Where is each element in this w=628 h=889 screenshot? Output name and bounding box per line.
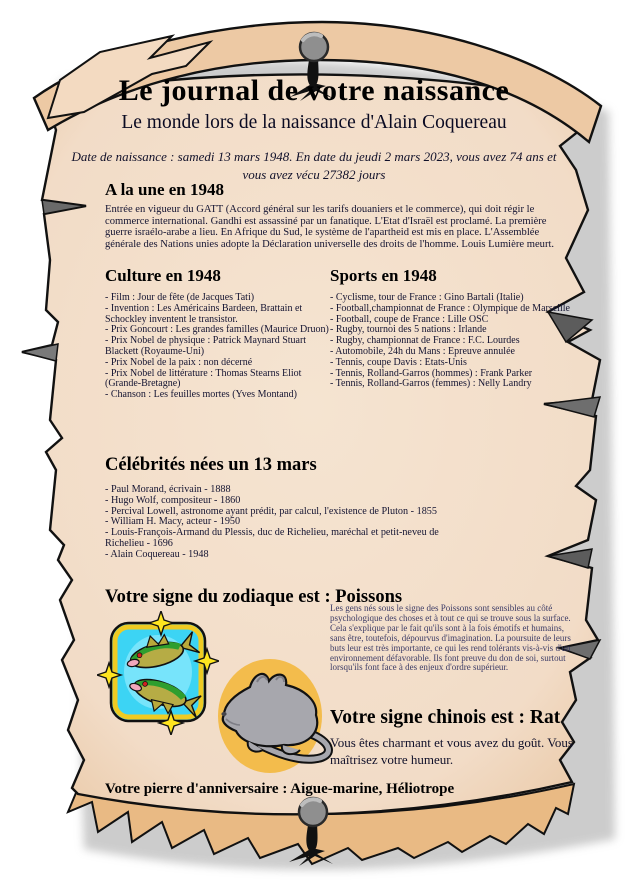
- list-item: - Rugby, tournoi des 5 nations : Irlande: [330, 324, 487, 336]
- celebrities-heading: Célébrités nées un 13 mars: [105, 455, 317, 475]
- list-item: - William H. Macy, acteur - 1950: [105, 516, 241, 528]
- list-item: - Prix Nobel de littérature : Thomas Stearns Eliot (Grande-Bretagne): [105, 367, 302, 390]
- page-subtitle: Le monde lors de la naissance d'Alain Coquereau: [121, 112, 507, 133]
- list-item: - Football, coupe de France : Lille OSC: [330, 313, 489, 325]
- birthdate-summary: Date de naissance : samedi 13 mars 1948. En date du jeudi 2 mars 2023, vous avez 74 ans et vous avez vécu 27382 jours: [71, 149, 557, 182]
- sports-list: [330, 293, 571, 390]
- celebrities-list: [105, 485, 443, 561]
- list-item: - Prix Nobel de la paix : non décerné: [105, 356, 253, 368]
- list-item: - Football,championnat de France : Olympique de Marseille: [330, 302, 570, 314]
- list-item: - Prix Nobel de physique : Patrick Maynard Stuart Blackett (Royaume-Uni): [105, 335, 307, 357]
- section-headline: [105, 180, 570, 250]
- list-item: - Chanson : Les feuilles mortes (Yves Montand): [105, 389, 298, 401]
- list-item: - Percival Lowell, astronome ayant prédit, par calcul, l'existence de Pluton - 1855: [105, 505, 437, 517]
- list-item: - Tennis, coupe Davis : Etats-Unis: [330, 356, 467, 368]
- list-item: - Cyclisme, tour de France : Gino Bartali (Italie): [330, 292, 524, 303]
- list-item: - Louis-François-Armand du Plessis, duc de Richelieu, maréchal et petit-neveu de Richelieu - 1696: [105, 527, 439, 549]
- list-item: - Invention : Les Américains Bardeen, Brattain et Schockley inventent le transistor.: [105, 302, 303, 325]
- chinese-sign-heading: Votre signe chinois est : Rat: [330, 707, 561, 728]
- culture-list: [105, 293, 330, 401]
- zodiac-heading: Votre signe du zodiaque est : Poissons: [105, 587, 403, 607]
- list-item: - Automobile, 24h du Mans : Epreuve annulée: [330, 345, 515, 357]
- list-item: - Prix Goncourt : Les grandes familles (Maurice Druon): [105, 324, 329, 336]
- list-item: - Film : Jour de fête (de Jacques Tati): [105, 292, 255, 303]
- pisces-illustration: [97, 611, 219, 735]
- section-culture: [105, 266, 330, 401]
- headline-heading: A la une en 1948: [105, 180, 225, 199]
- list-item: - Alain Coquereau - 1948: [105, 548, 209, 560]
- list-item: - Hugo Wolf, compositeur - 1860: [105, 494, 241, 506]
- chinese-sign-description: Vous êtes charmant et vous avez du goût. Vous maîtrisez votre humeur.: [330, 735, 573, 767]
- sports-heading: Sports en 1948: [330, 266, 437, 285]
- birthstone-line: Votre pierre d'anniversaire : Aigue-marine, Héliotrope: [105, 781, 455, 797]
- list-item: - Tennis, Rolland-Garros (hommes) : Frank Parker: [330, 367, 533, 379]
- section-sports: [330, 266, 571, 390]
- rat-illustration: [210, 653, 338, 779]
- page-title: Le journal de votre naissance: [118, 74, 510, 107]
- culture-heading: Culture en 1948: [105, 266, 221, 285]
- headline-body: Entrée en vigueur du GATT (Accord général sur les tarifs douaniers et le commerce), qui doit régir le commerce international. Gandhi est assassiné par un fanatique. L'Etat d'Israël est proclamé. La première guerre israélo-arabe a lieu. En Afrique du Sud, le système de l'apartheid est mis en place. L'Assemblée générale des Nations unies adopte la Déclaration universelle des droits de l'homme. Louis Lumière meurt.: [105, 204, 555, 250]
- section-celebrities: [105, 455, 443, 561]
- list-item: - Rugby, championnat de France : F.C. Lourdes: [330, 335, 520, 347]
- zodiac-description: Les gens nés sous le signe des Poissons sont sensibles au côté psychologique des choses et à tout ce qui se trouve sous la surface. Cela s'explique par le fait qu'ils sont à la fois émotifs et humains, sans être, toutefois, dépourvus d'imagination. La poursuite de leurs buts leur est très importante, ce qui les rend tolérants vis-à-vis d'un environnement défavorable. Ils font preuve du don de soi, surtout lorsqu'ils font face à des enjeux d'ordre supérieur.: [330, 603, 571, 673]
- list-item: - Tennis, Rolland-Garros (femmes) : Nelly Landry: [330, 378, 532, 390]
- list-item: - Paul Morand, écrivain - 1888: [105, 484, 231, 495]
